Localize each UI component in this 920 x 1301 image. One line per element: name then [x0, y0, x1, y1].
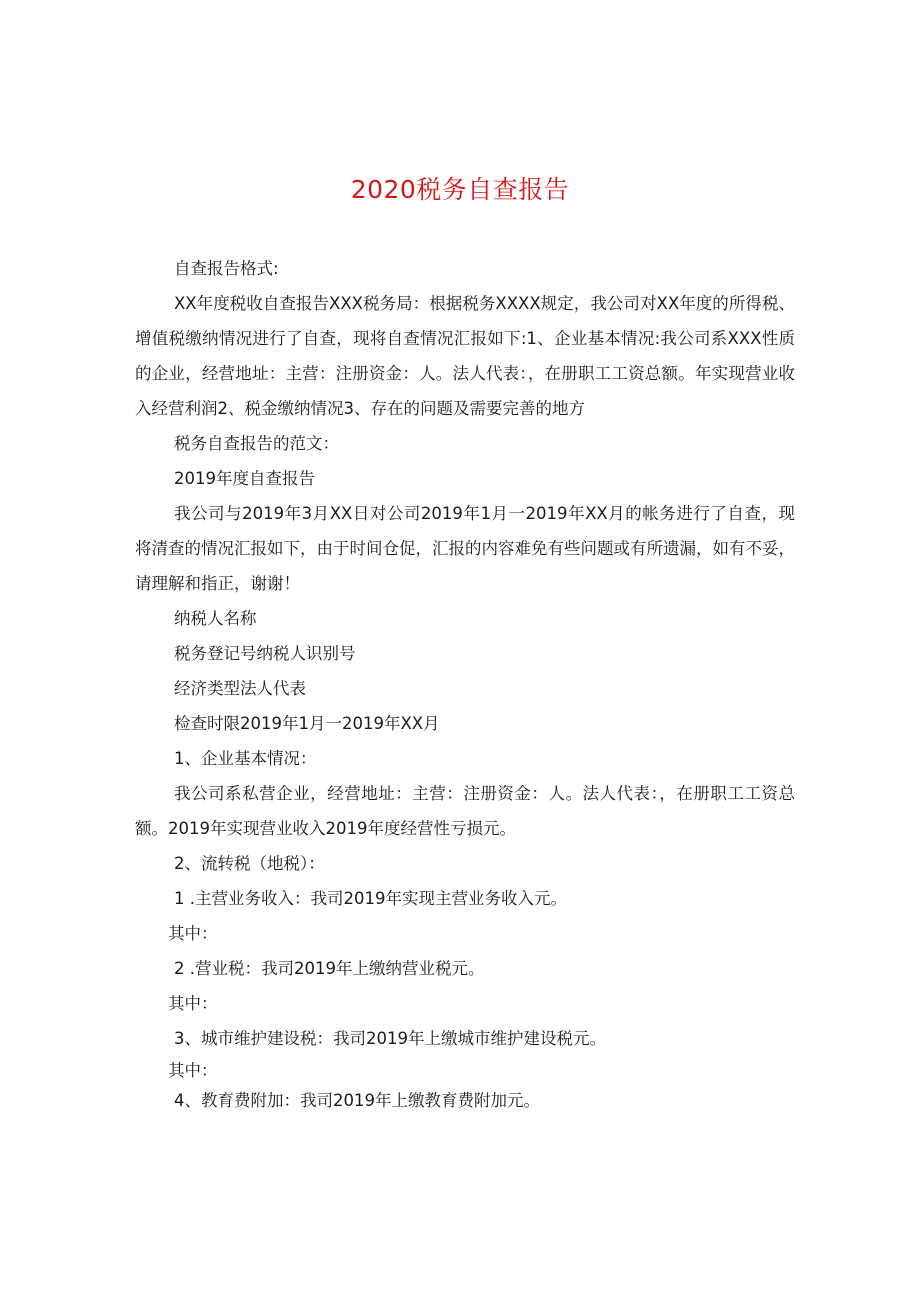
document-title: 2020税务自查报告 [350, 175, 570, 204]
paragraph-item-3: 3、城市维护建设税：我司2019年上缴城市维护建设税元。 [174, 1029, 606, 1048]
paragraph-section-1-heading: 1、企业基本情况： [174, 749, 317, 768]
paragraph-report-title: 2019年度自查报告 [174, 469, 315, 488]
paragraph-report-intro: 我公司与2019年3月XX日对公司2019年1月一2019年XX月的帐务进行了自查，现将清查的情况汇报如下，由于时间仓促，汇报的内容难免有些问题或有所遗漏，如有不妥，请理解和指正，谢谢！ [135, 504, 795, 593]
paragraph-qizhong-1: 其中： [168, 924, 218, 943]
paragraph-inspection-period: 检查时限2019年1月一2019年XX月 [174, 714, 440, 733]
paragraph-taxpayer-name: 纳税人名称 [174, 609, 257, 628]
paragraph-sample-heading: 税务自查报告的范文： [174, 434, 339, 453]
document-body [135, 251, 795, 1116]
paragraph-item-2: 2 .营业税：我司2019年上缴纳营业税元。 [174, 959, 485, 978]
paragraph-tax-registration: 税务登记号纳税人识别号 [174, 644, 356, 663]
paragraph-economic-type: 经济类型法人代表 [174, 679, 306, 698]
paragraph-section-1-body: 我公司系私营企业，经营地址：主营：注册资金：人。法人代表：，在册职工工资总额。2019年实现营业收入2019年度经营性亏损元。 [135, 784, 795, 838]
paragraph-qizhong-3: 其中： [168, 1061, 218, 1080]
paragraph-item-4: 4、教育费附加：我司2019年上缴教育费附加元。 [174, 1091, 540, 1110]
paragraph-format-body: XX年度税收自查报告XXX税务局：根据税务XXXX规定，我公司对XX年度的所得税、增值税缴纳情况进行了自查，现将自查情况汇报如下:1、企业基本情况:我公司系XXX性质的企业，经营地址：主营：注册资金：人。法人代表：，在册职工工资总额。年实现营业收入经营利润2、税金缴纳情况3、存在的问题及需要完善的地方 [135, 294, 795, 418]
paragraph-section-2-heading: 2、流转税（地税）： [174, 854, 325, 873]
paragraph-format-heading: 自查报告格式: [174, 259, 279, 278]
paragraph-item-1: 1 .主营业务收入：我司2019年实现主营业务收入元。 [174, 889, 567, 908]
paragraph-qizhong-2: 其中： [168, 994, 218, 1013]
